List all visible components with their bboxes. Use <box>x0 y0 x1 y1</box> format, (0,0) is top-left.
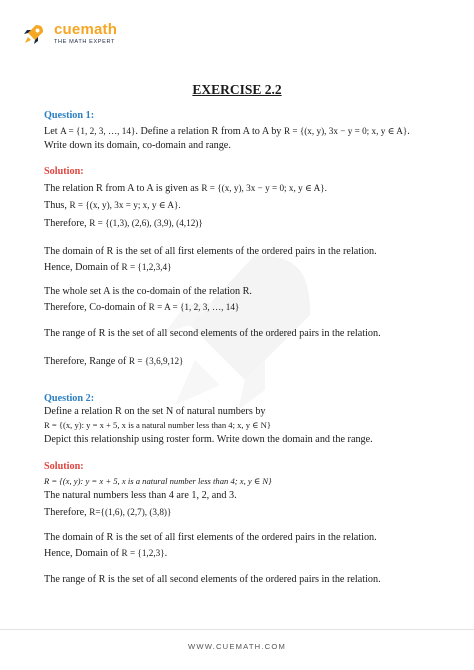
s2-l5-text: Hence, Domain of <box>44 548 119 559</box>
s1-line-1 <box>44 183 327 195</box>
s1-l5-text: Hence, Domain of <box>44 262 119 273</box>
q1-let: Let <box>44 126 58 137</box>
brand-name: cuemath <box>54 21 118 38</box>
s1-l3-text: Therefore, <box>44 218 87 229</box>
s2-line-3 <box>44 507 171 519</box>
question-2-line-1: Define a relation R on the set N of natural numbers by <box>44 406 266 417</box>
page-title: EXERCISE 2.2 <box>192 82 282 97</box>
s1-line-2 <box>44 200 181 212</box>
s1-l7-text: Therefore, Co-domain of <box>44 302 147 313</box>
footer-url: WWW.CUEMATH.COM <box>187 642 286 651</box>
question-2-line-2: R = {(x, y): y = x + 5, x is a natural number less than 4; x, y ∈ N} <box>44 420 272 430</box>
cuemath-logo <box>22 20 142 50</box>
q1-set-a: A = {1, 2, 3, …, 14} <box>60 126 136 136</box>
s1-l1-math: R = {(x, y), 3x − y = 0; x, y ∈ A}. <box>201 183 327 193</box>
solution-2-heading: Solution: <box>44 461 84 472</box>
s1-l2-math: R = {(x, y), 3x = y; x, y ∈ A}. <box>69 200 181 210</box>
solution-1-heading: Solution: <box>44 166 84 177</box>
s2-line-6: The range of R is the set of all second elements of the ordered pairs in the relation. <box>44 574 381 585</box>
q1-define-text: . Define a relation R from A to A by <box>135 126 282 137</box>
question-2-heading: Question 2: <box>44 393 95 404</box>
q1-relation: R = {(x, y), 3x − y = 0; x, y ∈ A} <box>283 126 408 136</box>
s2-l1-math: R = {(x, y): y = x + 5, x is a natural number less than 4; x, y ∈ N} <box>44 476 272 486</box>
s1-l1-text: The relation R from A to A is given as <box>44 183 199 194</box>
s2-l5-period: . <box>164 548 168 559</box>
s2-l5-math: R = {1,2,3} <box>121 548 165 558</box>
s1-line-4: The domain of R is the set of all first elements of the ordered pairs in the relation. <box>44 246 377 257</box>
s1-line-3 <box>44 218 203 230</box>
question-1-heading: Question 1: <box>44 110 95 121</box>
s1-l3-math: R = {(1,3), (2,6), (3,9), (4,12)} <box>89 218 203 228</box>
s2-line-1 <box>44 476 272 488</box>
s1-l7-math: R = A = {1, 2, 3, …, 14} <box>148 302 240 312</box>
question-1-line-2: Write down its domain, co-domain and range. <box>44 140 231 151</box>
q1-period: . <box>407 126 410 137</box>
s1-l9-text: Therefore, Range of <box>44 356 127 367</box>
s1-line-8: The range of R is the set of all second elements of the ordered pairs in the relation. <box>44 328 381 339</box>
s1-l2-text: Thus, <box>44 200 67 211</box>
s2-l3-math: R={(1,6), (2,7), (3,8)} <box>89 507 172 517</box>
rocket-icon <box>22 22 46 46</box>
question-2-line-3: Depict this relationship using roster form. Write down the domain and the range. <box>44 434 373 445</box>
s2-line-5 <box>44 548 167 560</box>
s1-line-7 <box>44 302 239 314</box>
s1-l5-math: R = {1,2,3,4} <box>121 262 172 272</box>
footer-divider <box>0 629 474 630</box>
s1-l9-math: R = {3,6,9,12} <box>128 356 184 366</box>
s1-line-5 <box>44 262 172 274</box>
s1-line-6: The whole set A is the co-domain of the relation R. <box>44 286 252 297</box>
s1-line-9 <box>44 356 183 368</box>
s2-line-4: The domain of R is the set of all first elements of the ordered pairs in the relation. <box>44 532 377 543</box>
brand-tagline: THE MATH EXPERT <box>54 39 116 45</box>
s2-l3-text: Therefore, <box>44 507 87 518</box>
s2-line-2: The natural numbers less than 4 are 1, 2, and 3. <box>44 490 237 501</box>
question-1-line-1 <box>44 126 410 138</box>
